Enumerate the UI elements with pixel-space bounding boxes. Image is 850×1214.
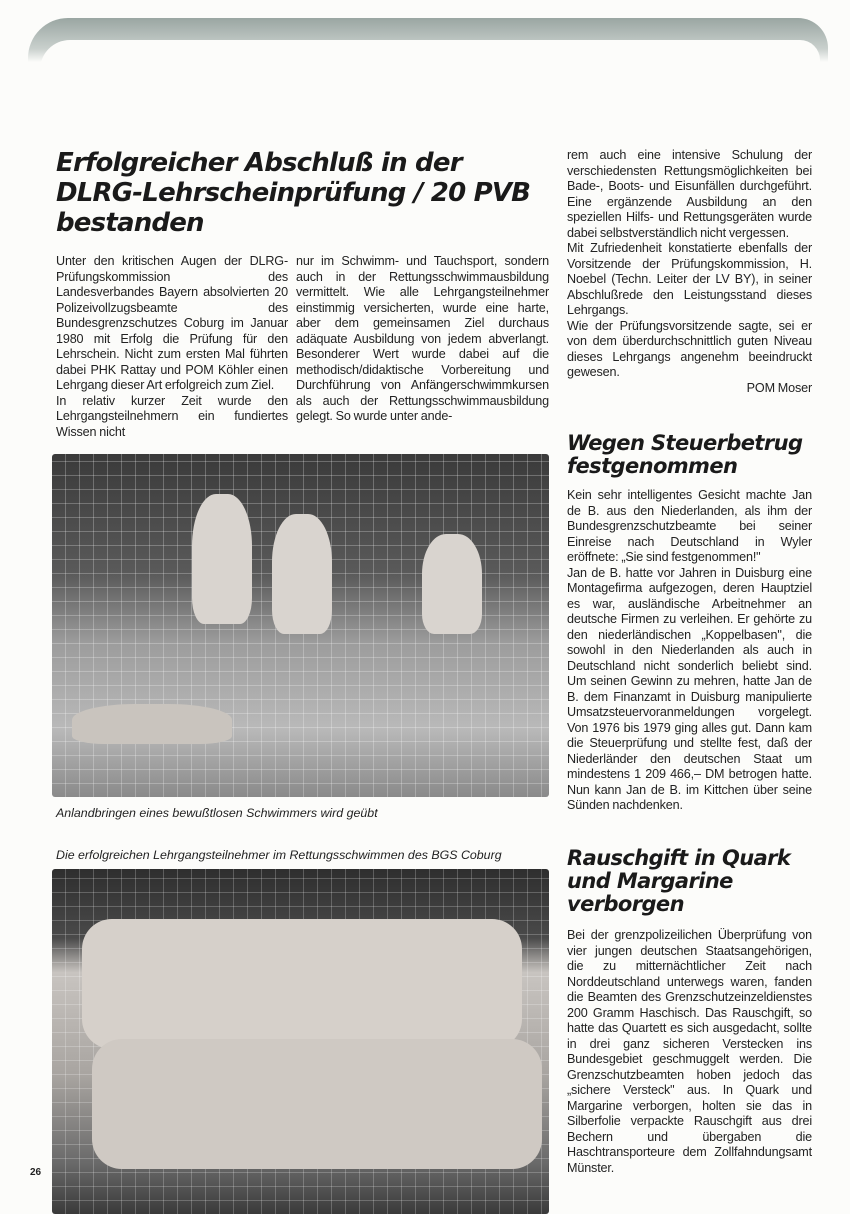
photo-group-participants <box>52 869 549 1214</box>
main-article-column-3 <box>567 148 812 418</box>
main-article-column-2 <box>296 254 549 440</box>
photo-rescue-training <box>52 454 549 797</box>
left-region <box>52 148 549 1214</box>
header-banner-inner <box>40 40 820 70</box>
article3-body <box>567 928 812 1176</box>
author-signature: POM Moser <box>746 380 812 395</box>
paragraph: Jan de B. hatte vor Jahren in Duisburg eine Montagefirma aufgezogen, deren Hauptziel es war, ausländische Arbeitnehmer an deutsche Firmen zu verleihen. Er gehörte zu den niederländischen „Koppelbasen", die sowohl in den Niederlanden als auch in Deutschland nicht sonderlich beliebt sind. Um seinen Gewinn zu mehren, hatte Jan de B. dem Finanzamt in Duisburg manipulierte Umsatzsteuervoranmeldungen vorgelegt. Von 1976 bis 1979 ging alles gut. Dann kam die Steuerprüfung und stellte fest, daß der Niederländer den deutschen Staat um mindestens 1 209 466,– DM betrogen hatte. Nun kann Jan de B. im Kittchen über seine Sünden nachdenken. <box>567 565 812 812</box>
photo2-caption: Die erfolgreichen Lehrgangsteilnehmer im Rettungsschwimmen des BGS Coburg <box>56 848 502 862</box>
paragraph: Kein sehr intelligentes Gesicht machte Jan de B. aus den Niederlanden, als ihm der Bundesgrenzschutzbeamte bei seiner Einreise nach Deutschland in Wyler eröffnete: „Sie sind festgenommen!" <box>567 488 812 564</box>
paragraph: nur im Schwimm- und Tauchsport, sondern auch in der Rettungsschwimmausbildung vermittelt. Wie alle Lehrgangsteilnehmer einstimmig versicherten, wurde eine harte, aber dem gemeinsamen Ziel durchaus adäquate Ausbildung von jedem abverlangt. Besonderer Wert wurde dabei auf die methodisch/didaktische Vorbereitung und Durchführung von Anfängerschwimmkursen als auch der Rettungsschwimmausbildung gelegt. So wurde unter ande- <box>296 254 549 423</box>
paragraph: Mit Zufriedenheit konstatierte ebenfalls der Vorsitzende der Prüfungskommission, H. Noebel (Techn. Leiter der LV BY), in seiner Abschlußrede den Leistungsstand dieses Lehrgangs. <box>567 241 812 317</box>
main-article-columns <box>52 254 549 440</box>
article2-headline: Wegen Steuerbetrug festgenommen <box>567 431 803 478</box>
main-headline: Erfolgreicher Abschluß in der DLRG-Lehrscheinprüfung / 20 PVB bestanden <box>56 148 531 238</box>
paragraph: Wie der Prüfungsvorsitzende sagte, sei er von dem überdurchschnittlich guten Niveau dieses Lehrgangs angenehm beeindruckt gewesen. <box>567 318 812 379</box>
article2-body <box>567 488 812 833</box>
paragraph: Bei der grenzpolizeilichen Überprüfung von vier jungen deutschen Staatsangehörigen, die zu mitternächtlicher Zeit nach Norddeutschland unterwegs waren, fanden die Beamten des Grenzschutzeinzeldienstes 200 Gramm Haschisch. Das Rauschgift, so hatte das Quartett es sich ausgedacht, sollte in drei ganz sicheren Verstecken ins Bundesgebiet geschmuggelt werden. Die Grenzschutzbeamten hoben jedoch das „sichere Versteck" aus. In Quark und Margarine verborgen, holten sie das in Silberfolie verpackte Rauschgift aus drei Bechern und übergaben die Haschtransporteure dem Zollfahndungsamt Münster. <box>567 928 812 1175</box>
page-number: 26 <box>30 1167 42 1178</box>
right-region <box>567 148 812 1176</box>
paragraph: In relativ kurzer Zeit wurde den Lehrgangsteilnehmern ein fundiertes Wissen nicht <box>56 393 288 439</box>
main-article-column-1 <box>56 254 288 440</box>
article3-headline: Rauschgift in Quark und Margarine verborgen <box>567 846 791 916</box>
paragraph: rem auch eine intensive Schulung der verschiedensten Rettungsmöglichkeiten bei Bade-, Boots- und Eisunfällen durchgeführt. Eine ergänzende Ausbildung an den speziellen Hilfs- und Rettungsgeräten wurde dabei selbstverständlich nicht vergessen. <box>567 148 812 240</box>
photo1-caption: Anlandbringen eines bewußtlosen Schwimmers wird geübt <box>56 806 378 820</box>
paragraph: Unter den kritischen Augen der DLRG-Prüfungskommission des Landesverbandes Bayern absolvierten 20 Polizeivollzugsbeamte des Bundesgrenzschutzes Coburg im Januar 1980 mit Erfolg die Prüfung für den Lehrschein. Nicht zum ersten Mal führten dabei PHK Rattay und POM Köhler einen Lehrgang dieser Art erfolgreich zum Ziel. <box>56 254 288 392</box>
